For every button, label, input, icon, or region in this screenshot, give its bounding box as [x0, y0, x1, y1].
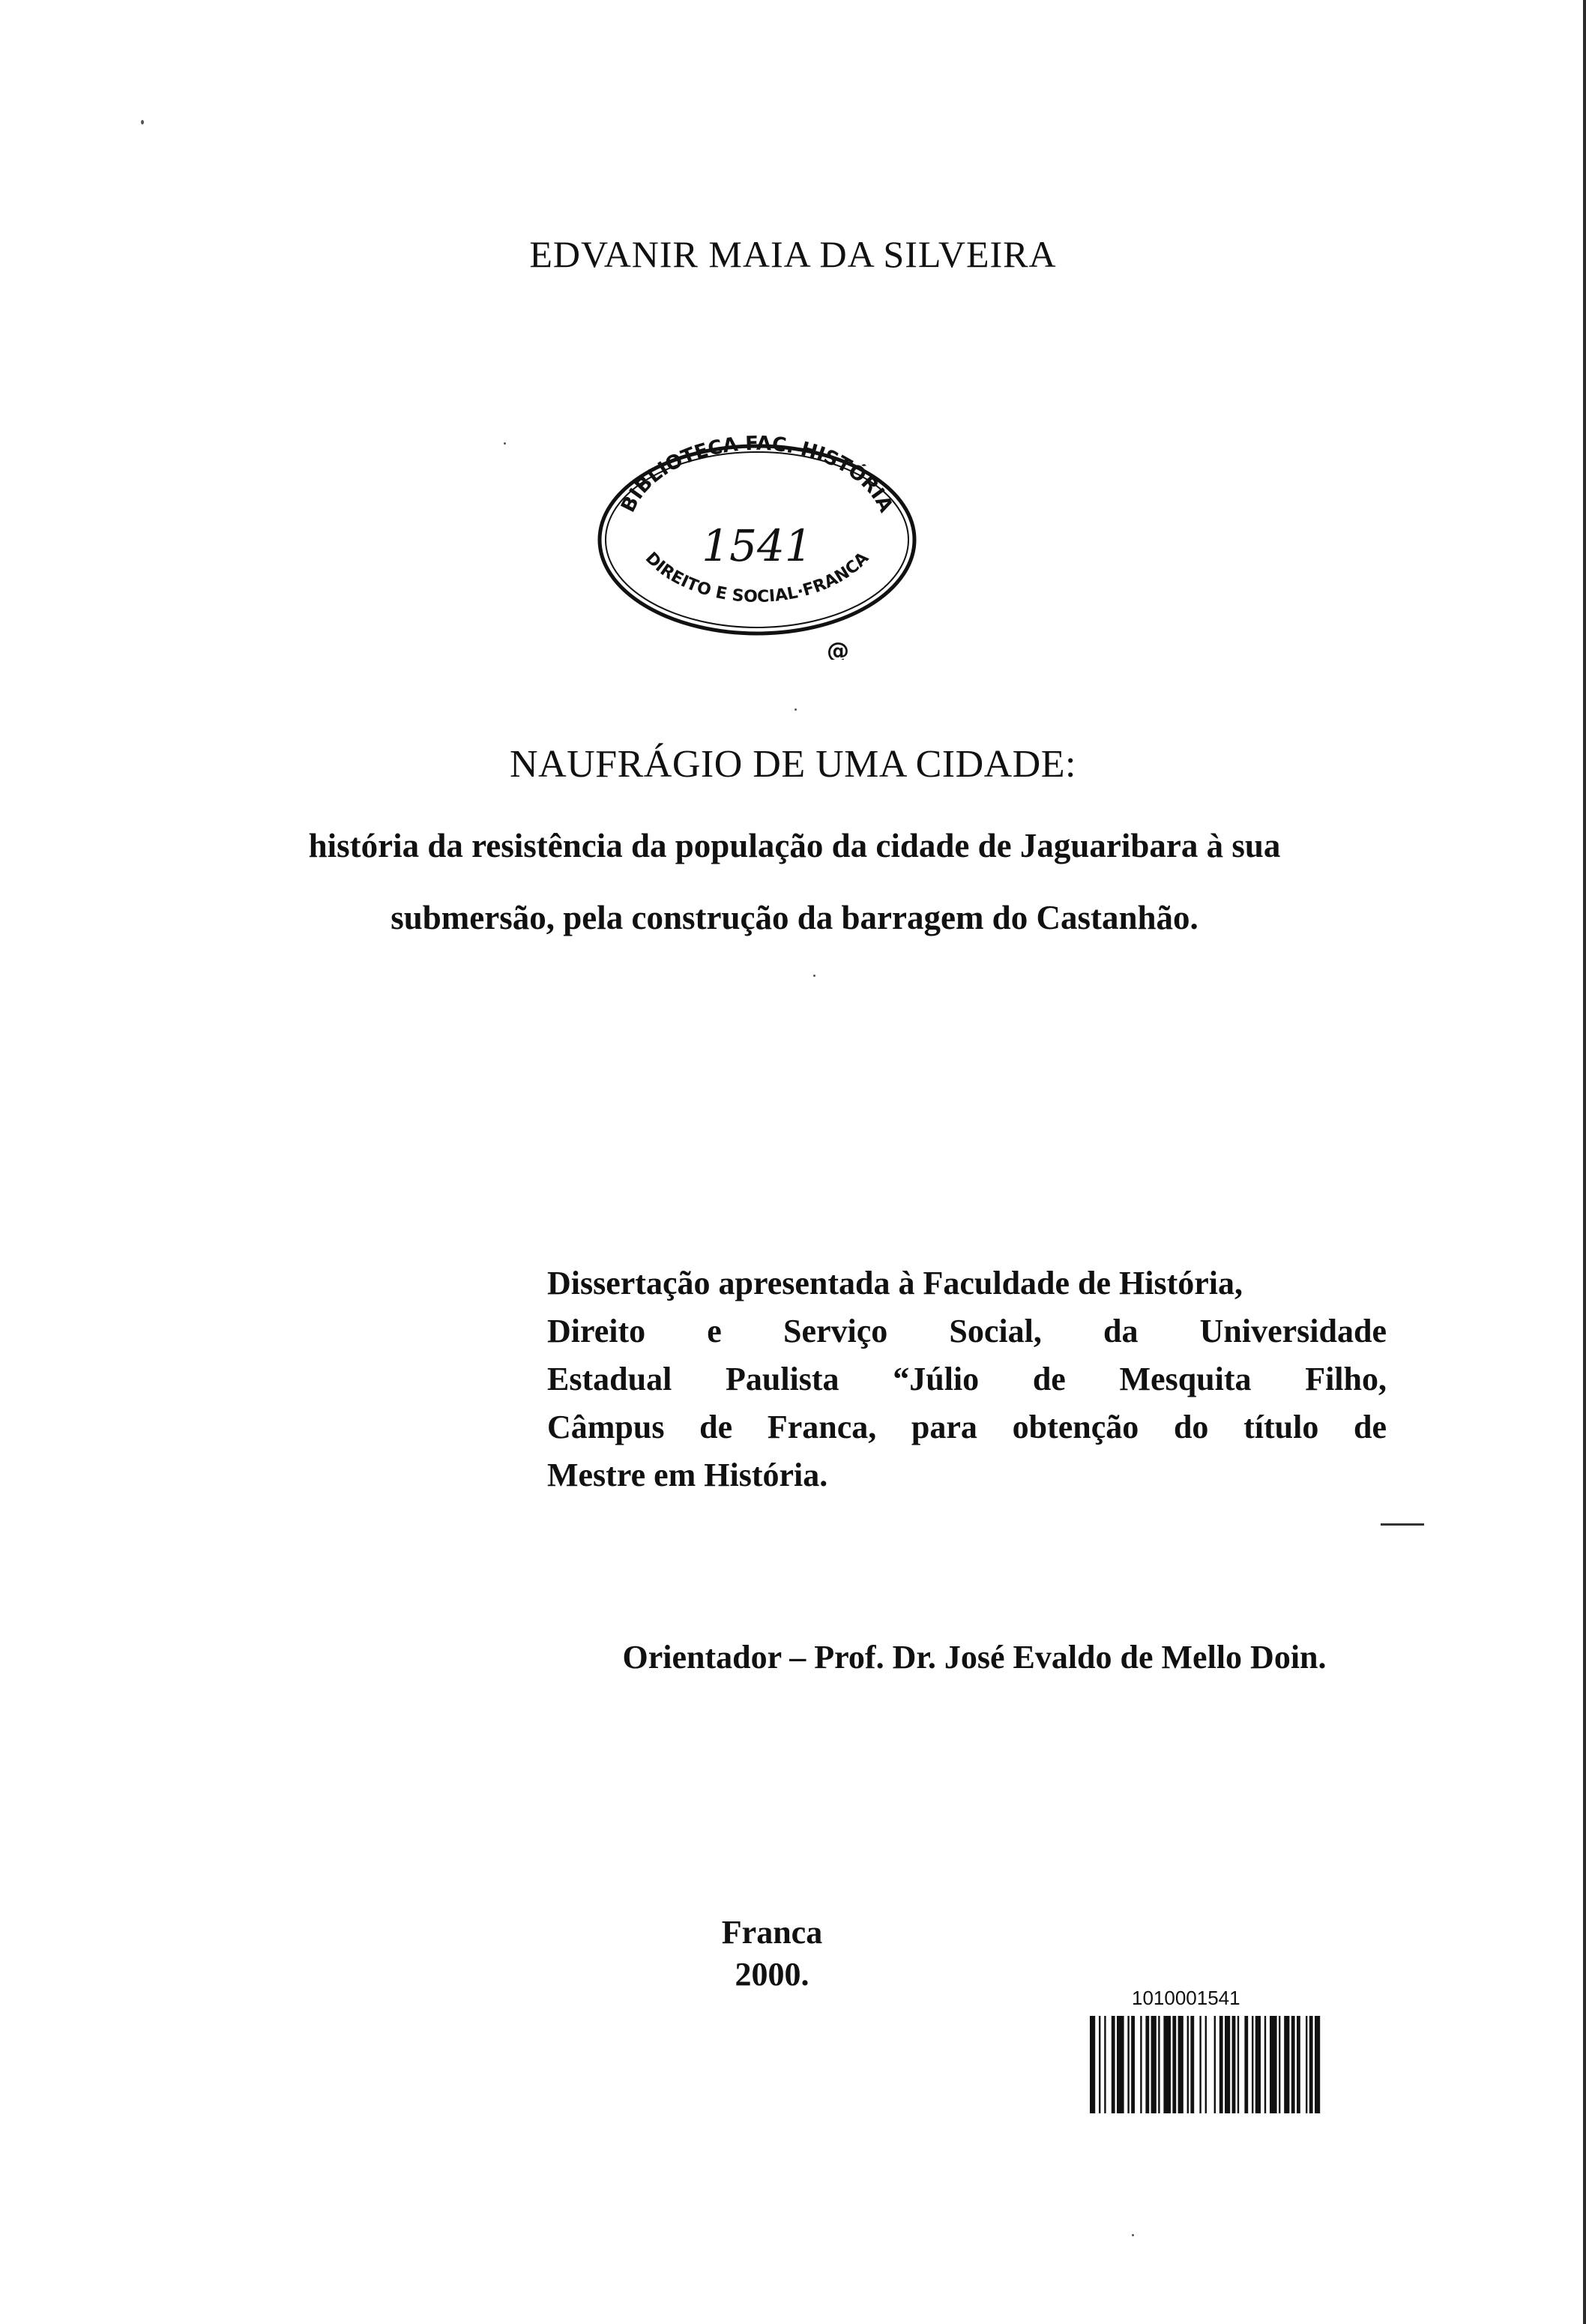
svg-text:BIBLIOTECA FAC. HISTÓRIA: BIBLIOTECA FAC. HISTÓRIA	[617, 432, 897, 517]
thesis-title: NAUFRÁGIO DE UMA CIDADE:	[510, 743, 1076, 786]
dissertation-line-4: Câmpus de Franca, para obtenção do título de	[547, 1409, 1387, 1445]
barcode-bar	[1127, 2016, 1129, 2113]
place-name: Franca	[721, 1914, 823, 1951]
barcode-bar	[1279, 2016, 1280, 2113]
barcode-bar	[1237, 2016, 1239, 2113]
barcode-bar	[1199, 2016, 1201, 2113]
barcode-icon	[1087, 2016, 1372, 2113]
dust-speck	[794, 708, 797, 711]
barcode-number: 1010001541	[1132, 1987, 1240, 2009]
year: 2000.	[735, 1956, 809, 1993]
barcode-bar	[1099, 2016, 1100, 2113]
barcode-bar	[1163, 2016, 1171, 2113]
barcode-bar	[1151, 2016, 1157, 2113]
barcode-bar	[1090, 2016, 1095, 2113]
subtitle-line-2: submersão, pela construção da barragem do Castanhão.	[391, 899, 1198, 936]
subtitle-line-1: história da resistência da população da cidade de Jaguaribara à sua	[308, 827, 1281, 864]
stray-mark	[1381, 1523, 1424, 1526]
barcode-bar	[1284, 2016, 1289, 2113]
barcode-bar	[1219, 2016, 1223, 2113]
thesis-subtitle	[157, 810, 1432, 954]
svg-text:1541: 1541	[702, 520, 812, 571]
barcode-bar	[1264, 2016, 1266, 2113]
barcode-bar	[1225, 2016, 1230, 2113]
barcode-bar	[1244, 2016, 1248, 2113]
barcode-bar	[1172, 2016, 1176, 2113]
barcode-bar	[1270, 2016, 1277, 2113]
barcode-bar	[1214, 2016, 1216, 2113]
barcode-bar	[1187, 2016, 1189, 2113]
barcode-bar	[1104, 2016, 1106, 2113]
barcode-bar	[1158, 2016, 1160, 2113]
barcode-bar	[1140, 2016, 1142, 2113]
barcode-label	[1087, 1987, 1372, 2122]
scan-edge	[1583, 0, 1586, 2324]
dissertation-line-3: Estadual Paulista “Júlio de Mesquita Filho,	[547, 1361, 1387, 1397]
barcode-bar	[1306, 2016, 1307, 2113]
barcode-bar	[1145, 2016, 1149, 2113]
advisor-line: Orientador – Prof. Dr. José Evaldo de Mello Doin.	[622, 1639, 1327, 1676]
author-name: EDVANIR MAIA DA SILVEIRA	[529, 233, 1057, 275]
dust-speck	[1132, 2234, 1134, 2236]
dissertation-line-5: Mestre em História.	[547, 1457, 828, 1493]
barcode-bar	[1131, 2016, 1135, 2113]
barcode-bar	[1315, 2016, 1320, 2113]
place-and-year	[660, 1912, 884, 1996]
barcode-bar	[1309, 2016, 1313, 2113]
library-stamp	[585, 420, 929, 660]
svg-text:DIREITO E SOCIAL·FRANCA: DIREITO E SOCIAL·FRANCA	[641, 549, 873, 606]
barcode-bar	[1205, 2016, 1207, 2113]
barcode-bar	[1117, 2016, 1124, 2113]
barcode-bar	[1112, 2016, 1115, 2113]
barcode-bar	[1297, 2016, 1300, 2113]
barcode-bar	[1252, 2016, 1253, 2113]
dissertation-line-2: Direito e Serviço Social, da Universidade	[547, 1313, 1387, 1349]
dissertation-line-1: Dissertação apresentada à Faculdade de História,	[547, 1265, 1243, 1301]
barcode-bar	[1291, 2016, 1295, 2113]
barcode-bar	[1190, 2016, 1194, 2113]
barcode-bar	[1232, 2016, 1236, 2113]
dust-speck	[504, 442, 506, 445]
barcode-bar	[1178, 2016, 1184, 2113]
barcode-bar	[1255, 2016, 1261, 2113]
dust-speck	[813, 975, 815, 977]
dust-speck	[141, 120, 144, 124]
dissertation-statement	[547, 1259, 1387, 1499]
svg-text:@: @	[827, 638, 849, 660]
